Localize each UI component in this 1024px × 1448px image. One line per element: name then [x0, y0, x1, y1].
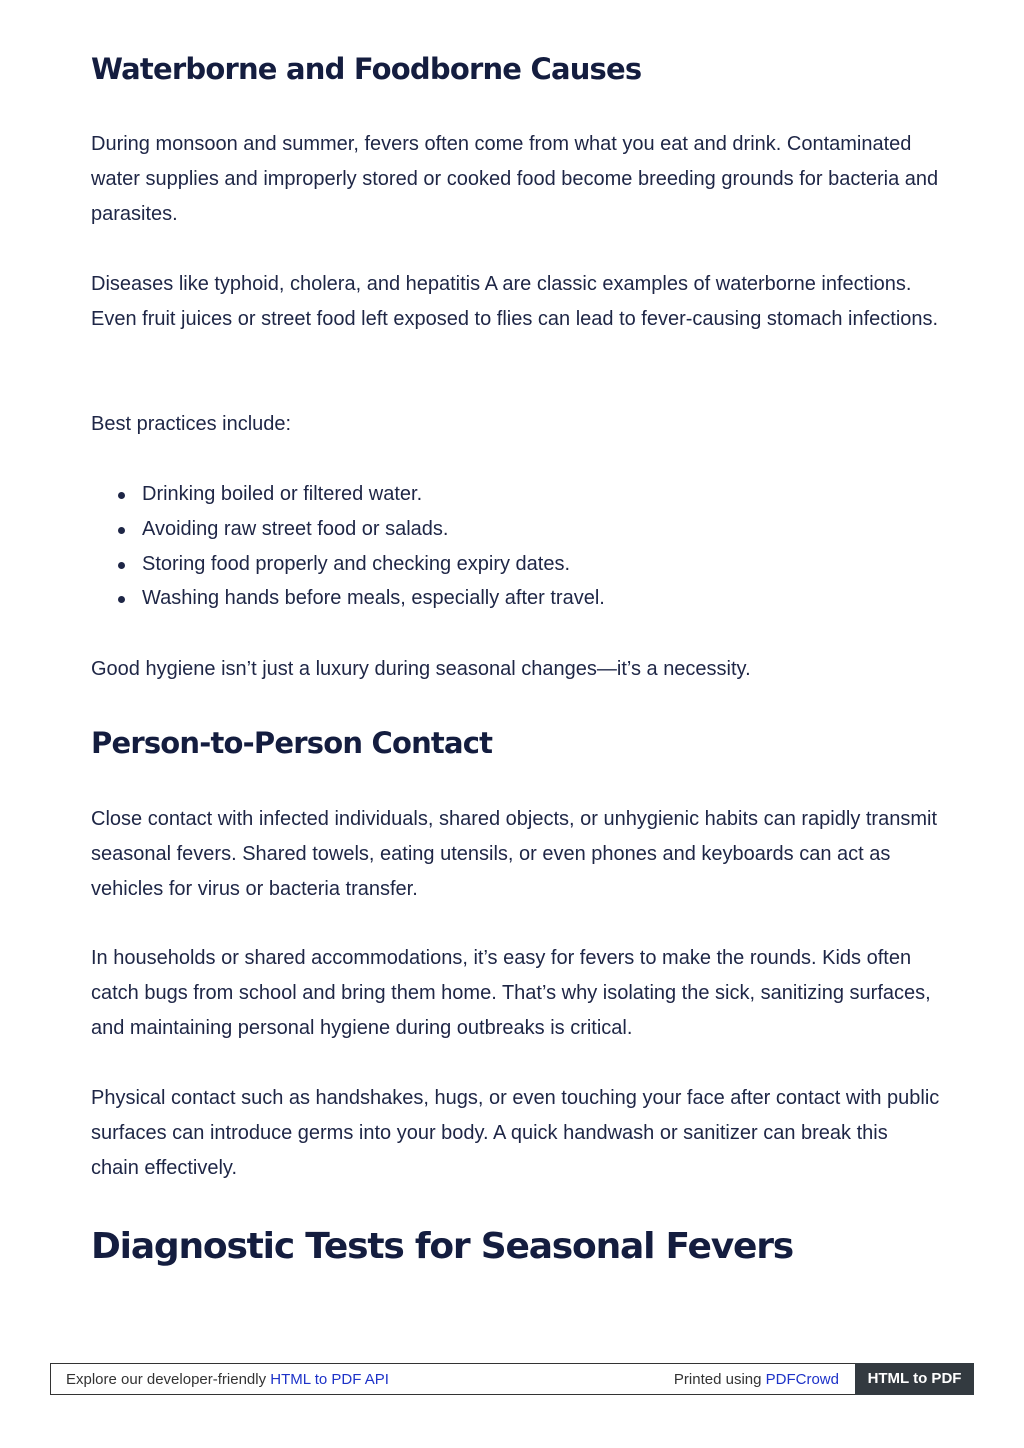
list-item: Avoiding raw street food or salads. — [91, 512, 941, 547]
list-item: Drinking boiled or filtered water. — [91, 477, 941, 512]
list-item: Washing hands before meals, especially after travel. — [91, 581, 941, 616]
section-heading-contact: Person-to-Person Contact — [91, 726, 493, 760]
footer-printed-text: Printed using — [673, 1371, 766, 1388]
paragraph-waterborne-2: Diseases like typhoid, cholera, and hepatitis A are classic examples of waterborne infections. Even fruit juices or street food left exposed to flies can lead to fever-causing stomach infections. — [91, 273, 939, 330]
footer-explore-text: Explore our developer-friendly — [66, 1371, 271, 1388]
list-item: Storing food properly and checking expiry dates. — [91, 547, 941, 582]
paragraph-hygiene: Good hygiene isn’t just a luxury during seasonal changes—it’s a necessity. — [91, 658, 751, 680]
pdfcrowd-link[interactable]: PDFCrowd — [765, 1371, 839, 1388]
paragraph-best-practices: Best practices include: — [91, 413, 292, 435]
paragraph-waterborne-1: During monsoon and summer, fevers often come from what you eat and drink. Contaminated water supplies and improperly stored or cooked food become breeding grounds for bacteria and parasites. — [91, 133, 939, 225]
paragraph-contact-1: Close contact with infected individuals, shared objects, or unhygienic habits can rapidly transmit seasonal fevers. Shared towels, eating utensils, or even phones and keyboards can act as vehicles for virus or bacteria transfer. — [91, 808, 937, 900]
paragraph-contact-3: Physical contact such as handshakes, hugs, or even touching your face after contact with public surfaces can introduce germs into your body. A quick handwash or sanitizer can break this chain effectively. — [91, 1087, 940, 1179]
best-practices-list — [91, 477, 941, 616]
html-to-pdf-button[interactable]: HTML to PDF — [855, 1363, 974, 1395]
section-heading-waterborne: Waterborne and Foodborne Causes — [91, 52, 642, 86]
section-heading-diagnostic: Diagnostic Tests for Seasonal Fevers — [91, 1226, 793, 1267]
footer-explore — [66, 1371, 389, 1388]
paragraph-contact-2: In households or shared accommodations, it’s easy for fevers to make the rounds. Kids often catch bugs from school and bring them home. That’s why isolating the sick, sanitizing surfaces, and maintaining personal hygiene during outbreaks is critical. — [91, 947, 931, 1039]
pdfcrowd-footer-bar — [50, 1363, 974, 1395]
html-to-pdf-api-link[interactable]: HTML to PDF API — [270, 1371, 389, 1388]
footer-printed — [674, 1371, 839, 1388]
